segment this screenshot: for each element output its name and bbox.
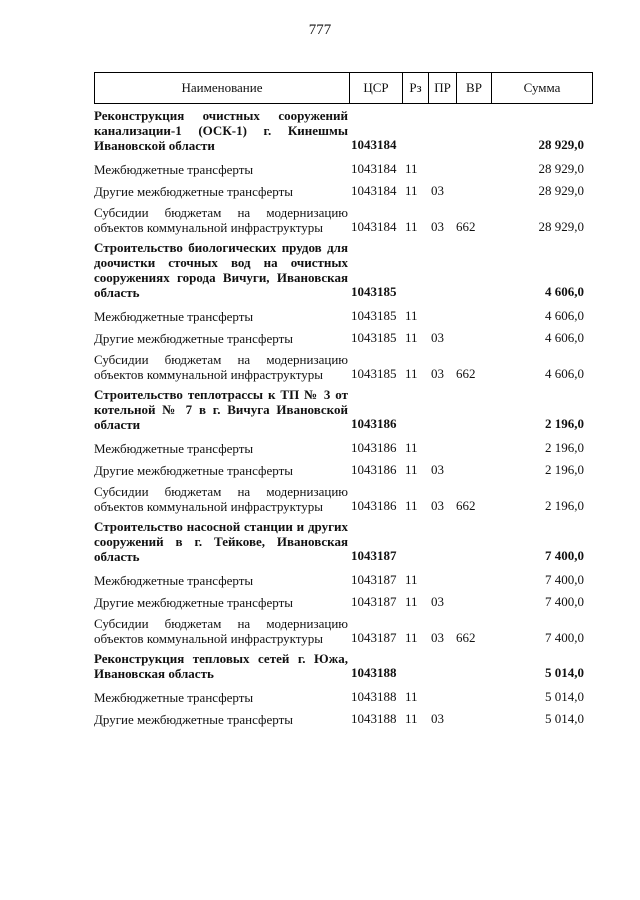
cell-rz: 11 <box>405 630 418 645</box>
cell-sum: 7 400,0 <box>545 630 584 645</box>
cell-rz <box>400 517 425 566</box>
cell-rz: 11 <box>405 219 418 234</box>
cell-sum: 4 606,0 <box>545 366 584 381</box>
table-row <box>94 566 586 588</box>
table-row <box>94 177 586 199</box>
cell-sum: 5 014,0 <box>545 711 584 726</box>
cell-pr: 03 <box>431 498 444 513</box>
cell-name: Межбюджетные трансферты <box>94 309 254 324</box>
cell-rz: 11 <box>405 594 418 609</box>
cell-rz: 11 <box>405 498 418 513</box>
cell-sum: 5 014,0 <box>545 689 584 704</box>
cell-csr: 1043186 <box>351 462 397 477</box>
cell-name: Другие межбюджетные трансферты <box>94 463 293 478</box>
cell-rz: 11 <box>405 689 418 704</box>
cell-name: Реконструкция тепловых сетей г. Южа, Ивановская область <box>94 651 348 681</box>
cell-name: Межбюджетные трансферты <box>94 162 254 177</box>
cell-csr: 1043186 <box>351 498 397 513</box>
budget-table <box>94 106 586 727</box>
cell-vr: 662 <box>456 630 476 645</box>
cell-rz: 11 <box>405 711 418 726</box>
cell-csr: 1043188 <box>351 711 397 726</box>
cell-vr: 662 <box>456 498 476 513</box>
cell-vr: 662 <box>456 366 476 381</box>
cell-csr: 1043187 <box>351 594 397 609</box>
cell-vr <box>452 238 486 302</box>
cell-vr <box>452 106 486 155</box>
cell-pr <box>425 566 452 588</box>
table-row <box>94 456 586 478</box>
section-row <box>94 517 586 566</box>
cell-name: Строительство насосной станции и других сооружений в г. Тейкове, Ивановская область <box>94 519 348 564</box>
page-number: 777 <box>308 22 332 38</box>
table-row <box>94 155 586 177</box>
cell-sum: 4 606,0 <box>545 284 584 299</box>
cell-pr <box>425 683 452 705</box>
cell-csr: 1043187 <box>351 548 397 563</box>
cell-rz: 11 <box>405 161 418 176</box>
table-row <box>94 478 586 517</box>
cell-name: Другие межбюджетные трансферты <box>94 595 293 610</box>
cell-csr: 1043184 <box>351 137 397 152</box>
cell-sum: 2 196,0 <box>545 462 584 477</box>
cell-csr: 1043187 <box>351 572 397 587</box>
cell-sum: 7 400,0 <box>545 594 584 609</box>
cell-vr <box>452 324 486 346</box>
section-row <box>94 385 586 434</box>
table-row <box>94 434 586 456</box>
cell-pr <box>425 385 452 434</box>
cell-name: Межбюджетные трансферты <box>94 441 254 456</box>
header-csr: ЦСР <box>350 73 403 104</box>
cell-vr <box>452 517 486 566</box>
cell-vr <box>452 705 486 727</box>
cell-pr: 03 <box>431 219 444 234</box>
table-header <box>94 72 593 104</box>
table-row <box>94 705 586 727</box>
section-row <box>94 238 586 302</box>
cell-rz: 11 <box>405 183 418 198</box>
header-rz: Рз <box>403 73 429 104</box>
cell-rz: 11 <box>405 572 418 587</box>
cell-vr <box>452 385 486 434</box>
cell-pr: 03 <box>431 594 444 609</box>
cell-csr: 1043186 <box>351 416 397 431</box>
table-row <box>94 683 586 705</box>
header-vr: ВР <box>457 73 492 104</box>
cell-csr: 1043184 <box>351 161 397 176</box>
table-body <box>94 106 586 727</box>
cell-vr <box>452 649 486 683</box>
cell-pr: 03 <box>431 711 444 726</box>
cell-csr: 1043185 <box>351 308 397 323</box>
cell-rz <box>400 649 425 683</box>
cell-name: Другие межбюджетные трансферты <box>94 712 293 727</box>
table-row <box>94 199 586 238</box>
cell-csr: 1043184 <box>351 183 397 198</box>
cell-vr <box>452 566 486 588</box>
table-row <box>94 588 586 610</box>
cell-sum: 4 606,0 <box>545 330 584 345</box>
cell-name: Субсидии бюджетам на модернизацию объектов коммунальной инфраструктуры <box>94 484 348 514</box>
cell-csr: 1043184 <box>351 219 397 234</box>
cell-sum: 5 014,0 <box>545 665 584 680</box>
cell-vr <box>452 302 486 324</box>
cell-pr: 03 <box>431 366 444 381</box>
cell-rz: 11 <box>405 462 418 477</box>
cell-name: Субсидии бюджетам на модернизацию объектов коммунальной инфраструктуры <box>94 352 348 382</box>
cell-pr <box>425 155 452 177</box>
cell-rz <box>400 238 425 302</box>
cell-csr: 1043187 <box>351 630 397 645</box>
cell-csr: 1043188 <box>351 665 397 680</box>
cell-name: Субсидии бюджетам на модернизацию объектов коммунальной инфраструктуры <box>94 616 348 646</box>
cell-rz <box>400 385 425 434</box>
table-row <box>94 324 586 346</box>
table-row <box>94 346 586 385</box>
cell-vr <box>452 434 486 456</box>
cell-sum: 2 196,0 <box>545 440 584 455</box>
cell-sum: 28 929,0 <box>538 137 584 152</box>
section-row <box>94 106 586 155</box>
cell-vr <box>452 155 486 177</box>
cell-vr <box>452 456 486 478</box>
cell-pr <box>425 106 452 155</box>
cell-name: Строительство теплотрассы к ТП № 3 от котельной № 7 в г. Вичуга Ивановской области <box>94 387 348 432</box>
cell-pr <box>425 434 452 456</box>
cell-name: Субсидии бюджетам на модернизацию объектов коммунальной инфраструктуры <box>94 205 348 235</box>
cell-sum: 28 929,0 <box>538 219 584 234</box>
table-row <box>94 302 586 324</box>
cell-sum: 2 196,0 <box>545 416 584 431</box>
table-row <box>94 610 586 649</box>
cell-name: Межбюджетные трансферты <box>94 573 254 588</box>
cell-csr: 1043188 <box>351 689 397 704</box>
cell-pr: 03 <box>431 330 444 345</box>
cell-pr <box>425 517 452 566</box>
cell-pr <box>425 238 452 302</box>
header-name: Наименование <box>95 73 350 104</box>
cell-csr: 1043186 <box>351 440 397 455</box>
cell-name: Другие межбюджетные трансферты <box>94 184 293 199</box>
cell-csr: 1043185 <box>351 284 397 299</box>
cell-vr <box>452 683 486 705</box>
cell-pr: 03 <box>431 183 444 198</box>
cell-rz: 11 <box>405 308 418 323</box>
cell-name: Другие межбюджетные трансферты <box>94 331 293 346</box>
header-pr: ПР <box>429 73 457 104</box>
header-sum: Сумма <box>492 73 593 104</box>
cell-sum: 7 400,0 <box>545 572 584 587</box>
cell-sum: 28 929,0 <box>538 183 584 198</box>
cell-name: Строительство биологических прудов для доочистки сточных вод на очистных сооружениях города Вичуги, Ивановская область <box>94 240 348 300</box>
cell-sum: 28 929,0 <box>538 161 584 176</box>
cell-pr: 03 <box>431 630 444 645</box>
cell-csr: 1043185 <box>351 330 397 345</box>
cell-pr: 03 <box>431 462 444 477</box>
cell-rz: 11 <box>405 440 418 455</box>
cell-csr: 1043185 <box>351 366 397 381</box>
cell-vr: 662 <box>456 219 476 234</box>
cell-sum: 2 196,0 <box>545 498 584 513</box>
cell-rz <box>400 106 425 155</box>
section-row <box>94 649 586 683</box>
cell-sum: 7 400,0 <box>545 548 584 563</box>
cell-vr <box>452 177 486 199</box>
cell-pr <box>425 649 452 683</box>
cell-rz: 11 <box>405 366 418 381</box>
cell-pr <box>425 302 452 324</box>
cell-sum: 4 606,0 <box>545 308 584 323</box>
cell-name: Межбюджетные трансферты <box>94 690 254 705</box>
cell-rz: 11 <box>405 330 418 345</box>
cell-vr <box>452 588 486 610</box>
cell-name: Реконструкция очистных сооружений канализации-1 (ОСК-1) г. Кинешмы Ивановской области <box>94 108 348 153</box>
